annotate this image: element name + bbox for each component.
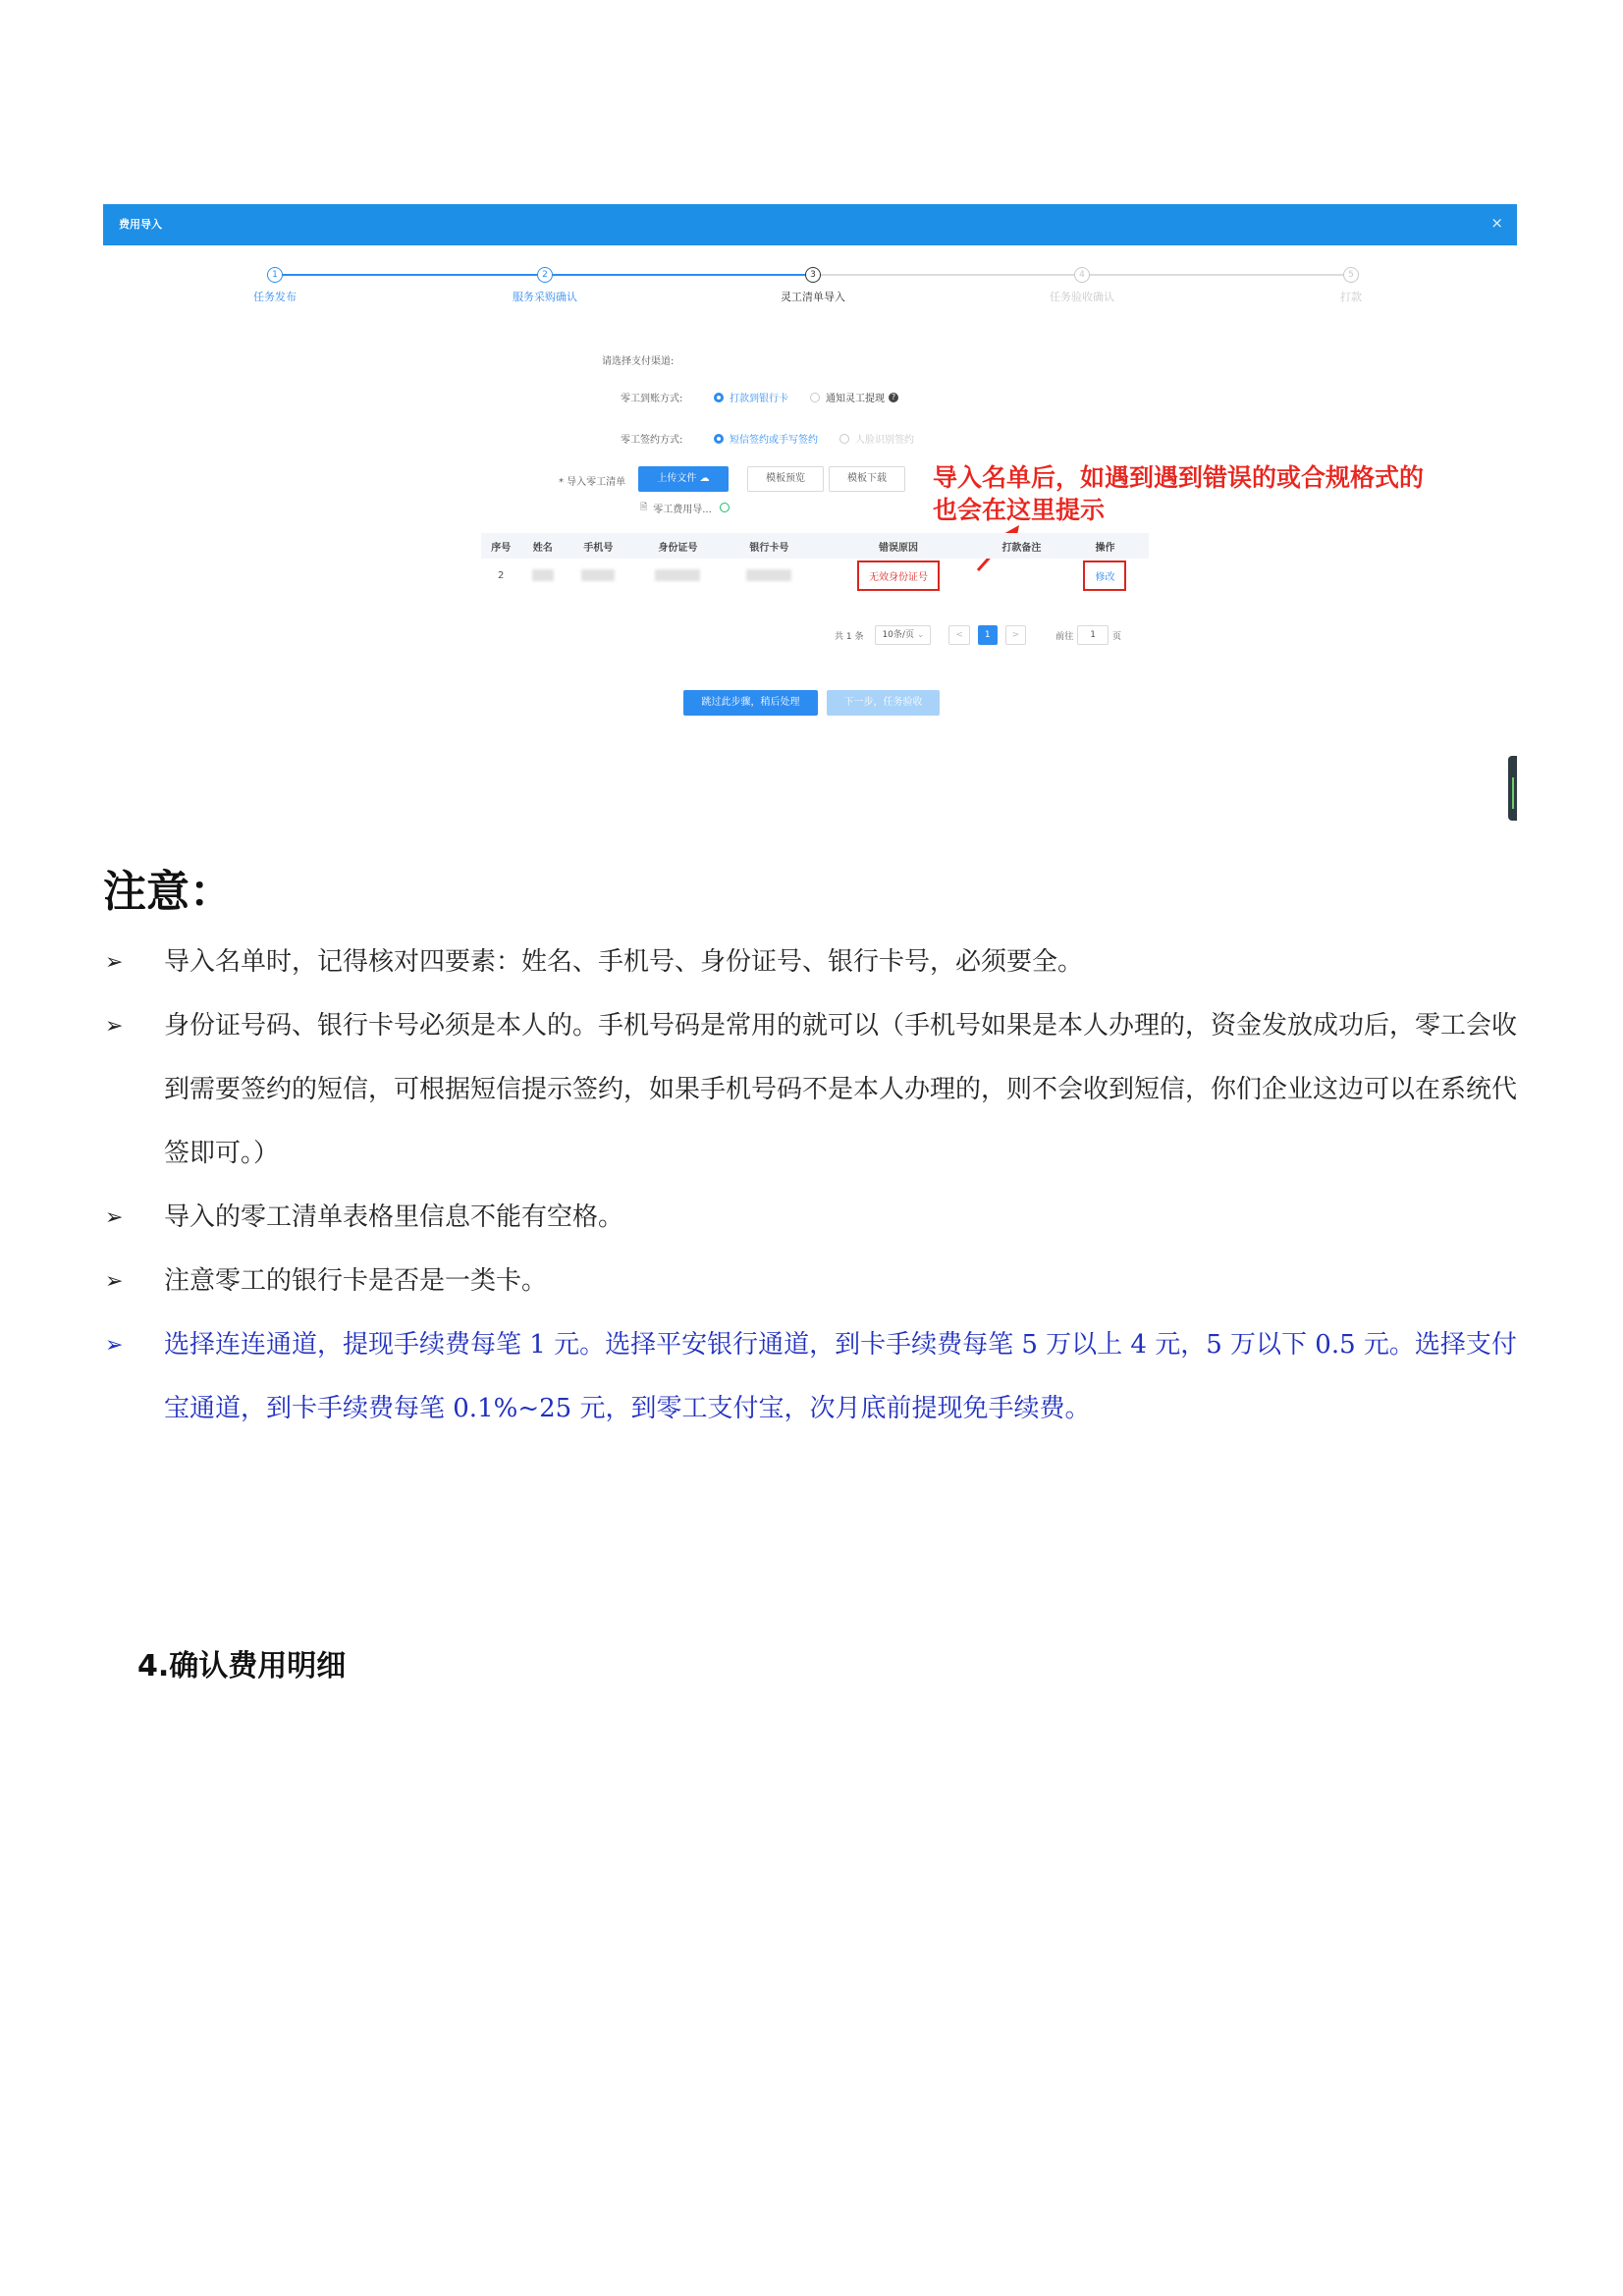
step-number: 3 <box>805 267 821 283</box>
upload-file-button[interactable]: 上传文件 ☁ <box>638 466 729 492</box>
goto-page-input[interactable]: 1 <box>1077 625 1109 645</box>
next-step-button: 下一步，任务验收 <box>827 690 940 716</box>
next-page-button[interactable]: > <box>1005 625 1027 645</box>
cell-phone-redacted <box>565 559 632 592</box>
step-number: 5 <box>1343 267 1359 283</box>
arrival-method-radios <box>714 390 920 404</box>
radio-dot <box>839 434 849 444</box>
step-service-purchase <box>486 267 604 304</box>
check-circle-icon <box>720 503 730 512</box>
list-item-text: 选择连连通道，提现手续费每笔 1 元。选择平安银行通道，到卡手续费每笔 5 万以上 4 元，5 万以下 0.5 元。选择支付宝通道，到卡手续费每笔 0.1%~25 元，到零工支付宝，次月底前提现免手续费。 <box>164 1330 1517 1423</box>
file-icon: 🗎 <box>640 503 648 512</box>
step-label: 任务发布 <box>253 291 297 303</box>
cell-id-redacted <box>632 559 724 592</box>
table-row <box>481 559 1149 592</box>
col-action: 操作 <box>1061 533 1149 559</box>
cell-card-redacted <box>724 559 815 592</box>
list-item-text: 注意零工的银行卡是否是一类卡。 <box>164 1266 548 1296</box>
step-number: 2 <box>537 267 553 283</box>
import-list-label: * 导入零工清单 <box>559 477 626 488</box>
radio-dot <box>810 393 820 402</box>
col-phone: 手机号 <box>565 533 632 559</box>
section-heading: 4.确认费用明细 <box>137 1649 347 1683</box>
step-number: 4 <box>1074 267 1090 283</box>
radio-text: 人脸识别签约 <box>855 435 914 446</box>
list-item-text: 导入名单时，记得核对四要素：姓名、手机号、身份证号、银行卡号，必须要全。 <box>164 947 1084 977</box>
step-worker-import <box>754 267 872 304</box>
step-number: 1 <box>267 267 283 283</box>
radio-text: 打款到银行卡 <box>730 394 788 404</box>
step-task-acceptance <box>1023 267 1141 304</box>
annotation-line-2: 也会在这里提示 <box>933 496 1106 524</box>
payment-channel-label: 请选择支付渠道: <box>602 356 675 367</box>
arrival-method-label: 零工到账方式: <box>621 394 683 404</box>
radio-dot <box>714 393 724 402</box>
table-header-row <box>481 533 1149 559</box>
list-item-text: 身份证号码、银行卡号必须是本人的。手机号码是常用的就可以（手机号如果是本人办理的，资金发放成功后，零工会收到需要签约的短信，可根据短信提示签约，如果手机号码不是本人办理的，则不会收到短信，你们企业这边可以在系统代签即可。） <box>164 1011 1518 1168</box>
template-preview-button[interactable]: 模板预览 <box>747 466 824 492</box>
pagination <box>835 624 1121 646</box>
col-payment-note: 打款备注 <box>982 533 1061 559</box>
col-name: 姓名 <box>520 533 565 559</box>
sign-method-radios <box>714 431 936 446</box>
red-annotation <box>933 461 1424 526</box>
annotation-line-1: 导入名单后，如遇到遇到错误的或合规格式的 <box>933 463 1425 492</box>
step-label: 灵工清单导入 <box>781 291 845 303</box>
notice-list <box>103 931 1537 1441</box>
step-label: 任务验收确认 <box>1050 291 1114 303</box>
prev-page-button[interactable]: < <box>948 625 970 645</box>
dialog-header <box>103 204 1517 245</box>
list-item <box>103 994 1537 1186</box>
page-unit-label: 页 <box>1111 631 1121 642</box>
step-payment <box>1292 267 1410 304</box>
file-name[interactable]: 零工费用导... <box>653 504 712 515</box>
progress-steps <box>103 267 1517 316</box>
skip-step-button[interactable]: 跳过此步骤，稍后处理 <box>683 690 818 716</box>
radio-dot <box>714 434 724 444</box>
notice-title: 注意： <box>103 867 233 917</box>
cell-payment-note <box>982 559 1061 592</box>
question-icon[interactable]: ? <box>889 393 898 402</box>
col-id-number: 身份证号 <box>632 533 724 559</box>
uploaded-file <box>640 500 730 515</box>
arrow-bullet-icon: ➢ <box>105 1269 124 1294</box>
arrow-bullet-icon: ➢ <box>105 1014 124 1039</box>
close-icon[interactable]: × <box>1490 214 1503 232</box>
page-1-button[interactable]: 1 <box>978 625 998 645</box>
radio-notify-withdraw[interactable] <box>810 390 898 404</box>
cell-index: 2 <box>498 569 505 581</box>
fee-import-dialog <box>103 204 1517 754</box>
col-index: 序号 <box>481 533 520 559</box>
radio-text: 短信签约或手写签约 <box>730 435 818 446</box>
side-widget-tab[interactable] <box>1508 756 1517 821</box>
cell-name-redacted <box>520 559 565 592</box>
col-bank-card: 银行卡号 <box>724 533 815 559</box>
page-size-select[interactable] <box>875 625 931 645</box>
radio-face-sign <box>839 431 914 446</box>
step-task-publish <box>216 267 334 304</box>
template-download-button[interactable]: 模板下载 <box>829 466 905 492</box>
edit-link[interactable]: 修改 <box>1083 561 1126 591</box>
arrow-bullet-icon: ➢ <box>105 1205 124 1230</box>
error-table <box>481 533 1149 592</box>
list-item <box>103 1186 1537 1250</box>
list-item-text: 导入的零工清单表格里信息不能有空格。 <box>164 1202 624 1232</box>
chevron-down-icon: ⌄ <box>916 630 925 640</box>
cell-action <box>1061 559 1149 592</box>
list-item-highlighted <box>103 1313 1537 1441</box>
col-error-reason: 错误原因 <box>815 533 982 559</box>
sign-method-label: 零工签约方式: <box>621 435 683 446</box>
total-count: 共 1 条 <box>835 631 864 642</box>
step-label: 服务采购确认 <box>513 291 577 303</box>
radio-sms-sign[interactable] <box>714 431 818 446</box>
arrow-bullet-icon: ➢ <box>105 1333 124 1358</box>
radio-bank-card[interactable] <box>714 390 788 404</box>
dialog-title: 费用导入 <box>119 218 162 231</box>
error-reason-text: 无效身份证号 <box>857 561 940 591</box>
goto-label: 前往 <box>1055 631 1074 642</box>
list-item <box>103 931 1537 994</box>
cell-error-reason <box>815 559 982 592</box>
radio-text: 通知灵工提现 <box>826 394 885 404</box>
arrow-bullet-icon: ➢ <box>105 950 124 975</box>
list-item <box>103 1250 1537 1313</box>
page-size-value: 10条/页 <box>882 630 914 640</box>
step-label: 打款 <box>1340 291 1362 303</box>
